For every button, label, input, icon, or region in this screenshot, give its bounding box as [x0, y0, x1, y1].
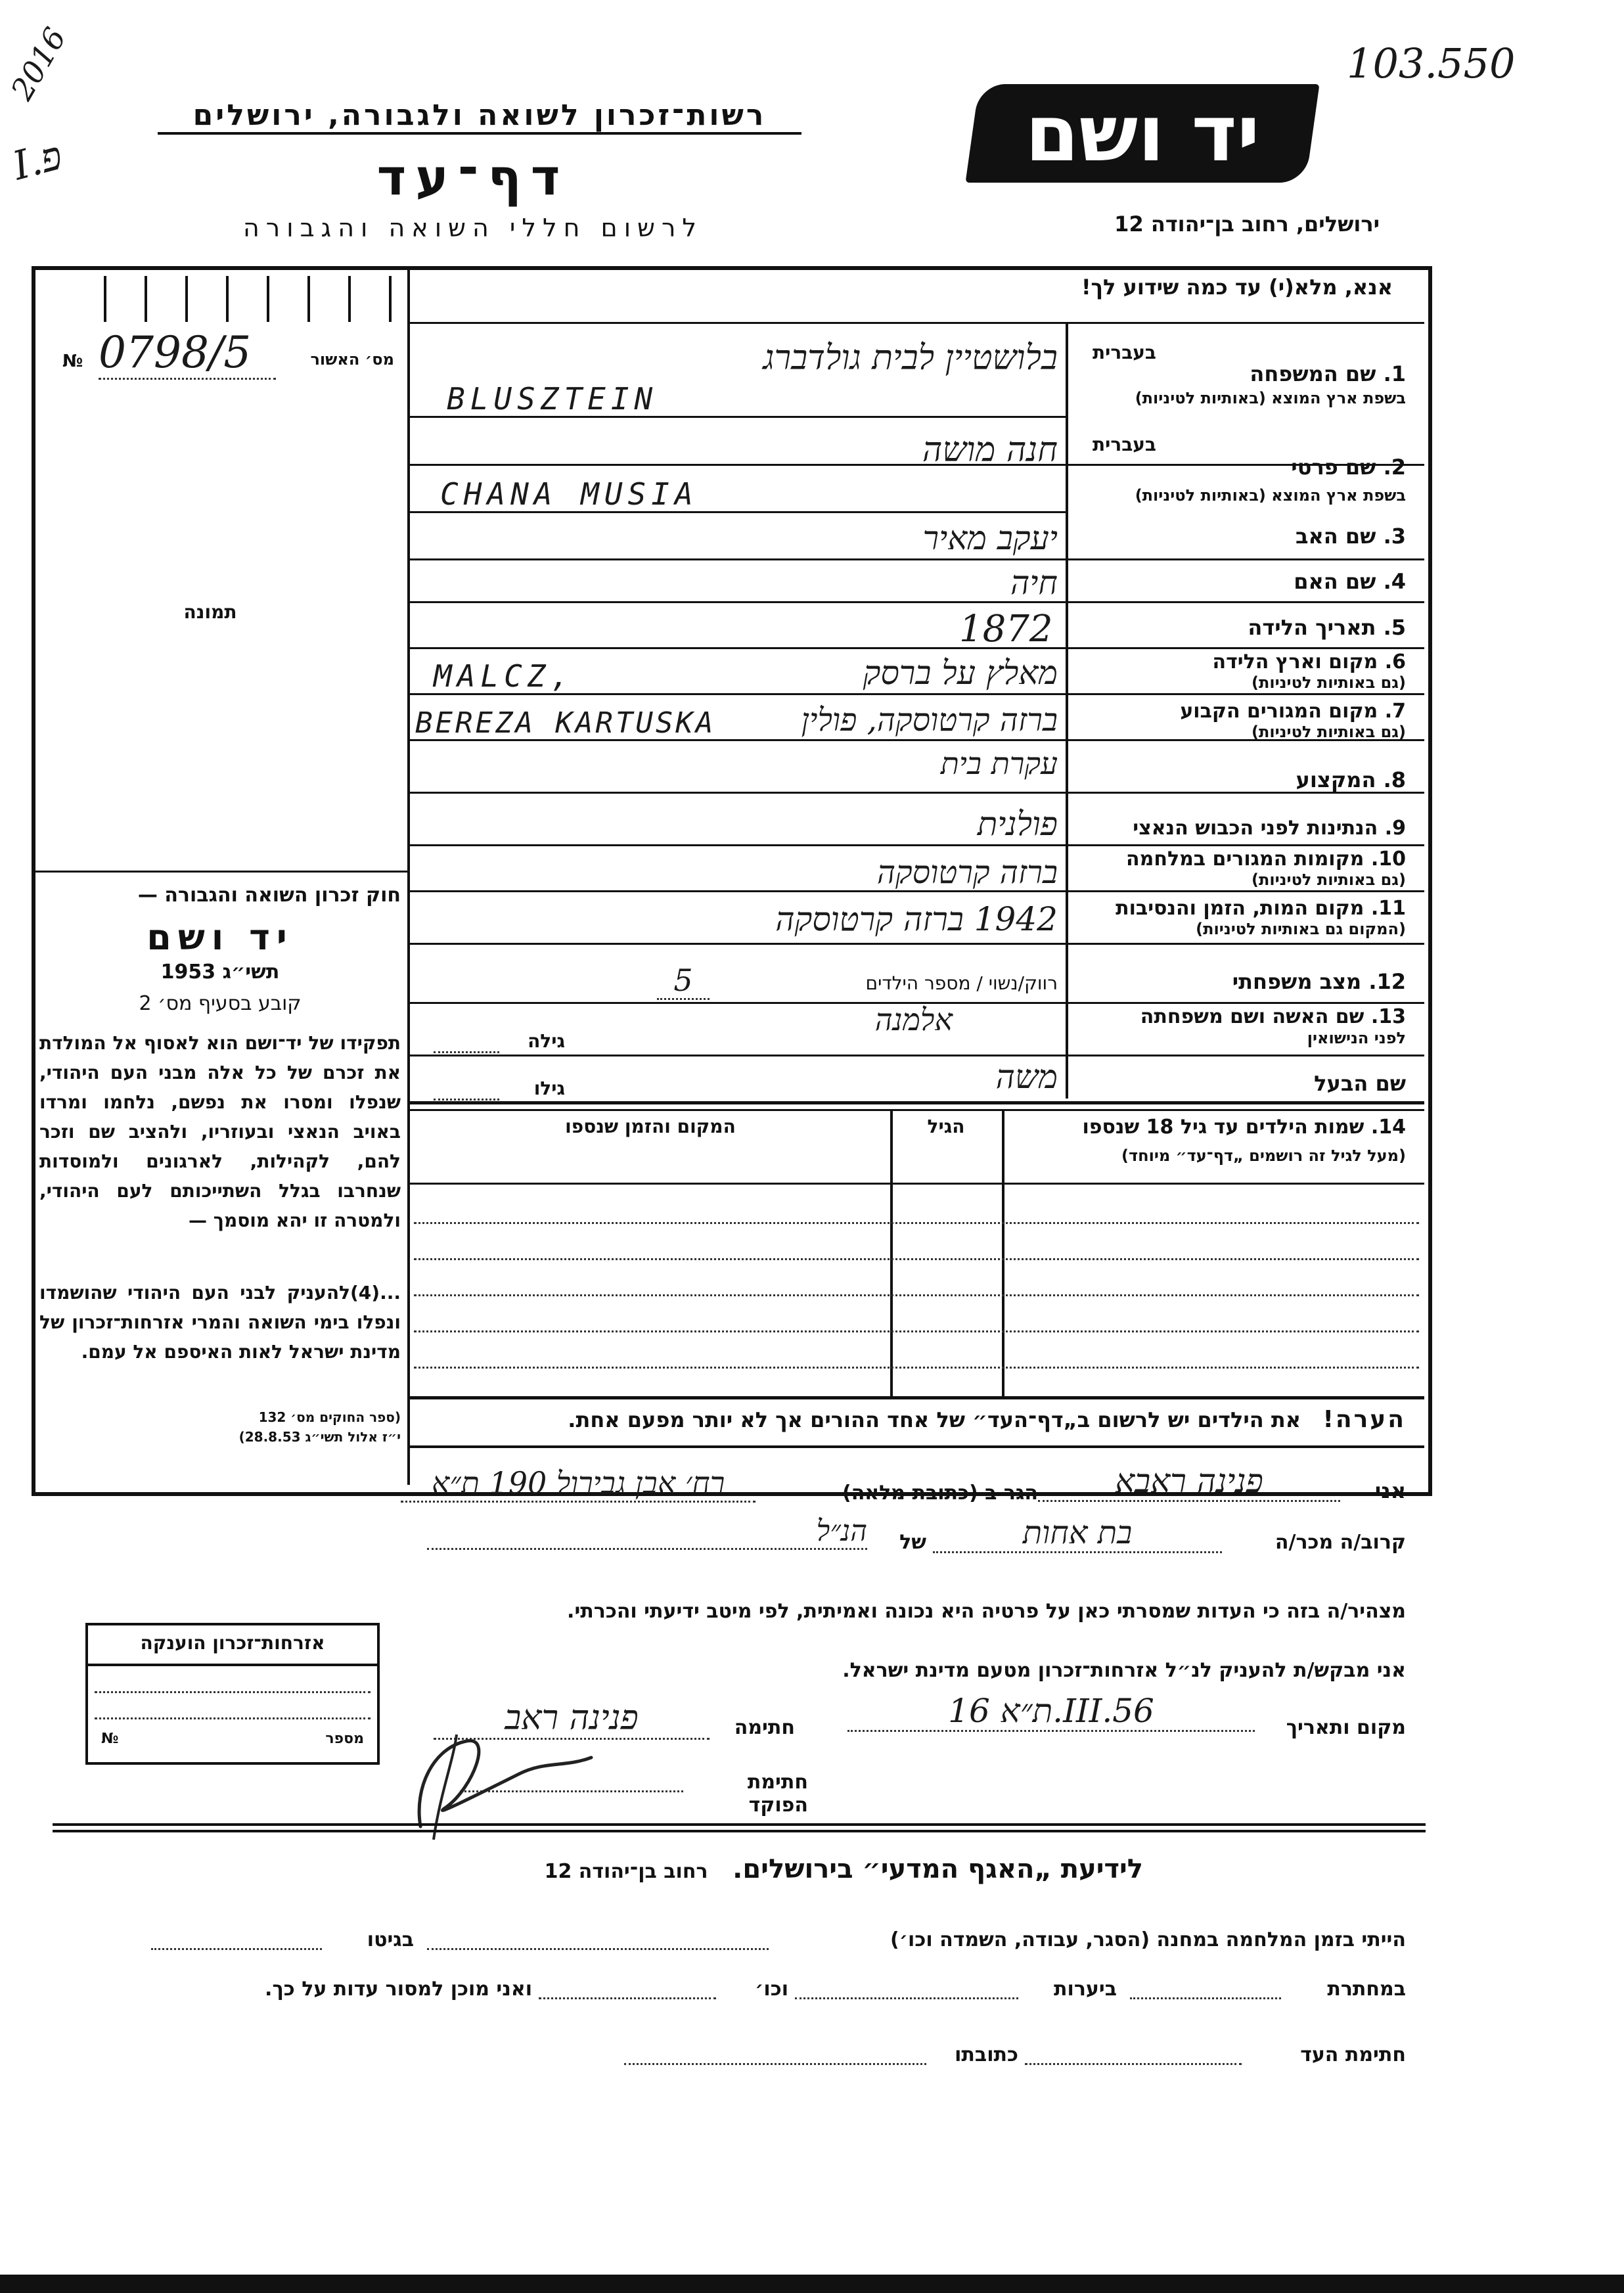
logo-text: יד ושם [1025, 88, 1260, 179]
children-row[interactable] [414, 1367, 1419, 1369]
footer-rule-1 [53, 1823, 1426, 1826]
row-rule [410, 647, 1424, 649]
field-1-latin-tag: בשפת ארץ המוצא (באותיות לטיניות) [1135, 389, 1406, 407]
field-10-label-text: מקומות המגורים במלחמה [1126, 848, 1365, 871]
photo-label: תמונה [183, 601, 237, 623]
field-11-label-text: מקום המות, הזמן והנסיבות [1116, 897, 1365, 920]
field-13-age-label: גילה [528, 1030, 565, 1052]
field-1-num: 1. [1383, 361, 1406, 386]
label-divider [1066, 323, 1068, 1099]
corner-note-code: I.פ [8, 132, 68, 190]
field-8-num: 8. [1383, 767, 1406, 792]
footer-line-2-a: במחתרת [1327, 1978, 1406, 2001]
row-rule [410, 1055, 1424, 1056]
law-text-2: ...(4)להעניק לבני העם היהודי שהושמדו ונפלו בימי השואה והמרי אזרחות־זכרון של מדינת ישראל לאות האיספם אל עמם. [39, 1282, 401, 1363]
husband-value[interactable]: משה [995, 1058, 1058, 1096]
footer-title-text: לידיעת „האגף המדעי״ בירושלים. [733, 1854, 1143, 1884]
intro-text: אנא, מלא(י) עד כמה שידוע לך! [1081, 275, 1393, 300]
law-text: תפקידו של יד־ושם הוא לאסוף אל המולדת את זכרם של כל אלה מבני העם היהודי, שנפלו ומסרו את נפשם, נלחמו ומרדו באויב הנאצי ובעוזריו, ולהציב שם וזכר להם, לקהילות, לארגונים ולמוסדות שנחרבו בגלל השתייכותם לעם היהודי, ולמטרה זו יהא מוסמך — [39, 1032, 401, 1231]
field-10-num: 10. [1370, 848, 1406, 871]
field-11-label [1077, 897, 1406, 920]
field-6-label-text: מקום וארץ הלידה [1212, 650, 1378, 673]
footer-address: רחוב בן־יהודה 12 [544, 1860, 708, 1883]
field-12-num: 12. [1368, 969, 1406, 994]
children-sub: (מעל לגיל זה רושמים „דף־עד״ מיוחד) [1121, 1146, 1406, 1165]
husband-age-label: גילו [533, 1078, 565, 1099]
footer-witness-address-line[interactable] [624, 2063, 926, 2065]
sidebar-divider [407, 269, 410, 1485]
citizenship-box-title: אזרחות־זכרון הוענקה [140, 1632, 325, 1654]
decl-place-date-value[interactable]: ת״א 16.III.56 [847, 1692, 1255, 1732]
decl-resident-label: הגר ב (כתובת מלאה) [842, 1482, 1038, 1505]
decl-of-label: של [899, 1531, 926, 1554]
row-rule [410, 558, 1424, 560]
field-13-value[interactable]: אלמנה [874, 1002, 953, 1037]
footer-ghetto-line[interactable] [151, 1948, 322, 1950]
children-label-text: שמות הילדים עד גיל 18 שנספו [1082, 1116, 1365, 1139]
field-13-sub: לפני הנישואין [1307, 1029, 1406, 1047]
citizenship-box-line [95, 1717, 371, 1719]
field-2-latin-tag: בשפת ארץ המוצא (באותיות לטיניות) [1135, 486, 1406, 505]
field-4-num: 4. [1383, 569, 1406, 594]
children-rule-bottom [410, 1396, 1424, 1399]
field-2-label-text: שם פרטי [1291, 455, 1376, 480]
field-8-value[interactable]: עקרת בית [940, 746, 1058, 781]
children-col-age: הגיל [927, 1116, 965, 1137]
sidebar-ticks [66, 276, 394, 322]
children-row[interactable] [414, 1258, 1419, 1260]
decl-signature-value[interactable]: פנינה ראב [434, 1698, 710, 1740]
field-13-age-line [434, 1051, 499, 1053]
decl-relative-label: קרוב/ה מכר/ה [1274, 1531, 1406, 1554]
field-6-sub: (גם באותיות לטיניות) [1252, 673, 1406, 692]
corner-note-year: 2016 [3, 21, 74, 106]
field-2-num: 2. [1383, 455, 1406, 480]
field-5-label [1077, 615, 1406, 640]
field-3-label [1077, 524, 1406, 549]
reg-value: 0798/5 [99, 327, 276, 380]
footer-witness-sign-line[interactable] [1025, 2063, 1242, 2065]
decl-name-value[interactable]: פנינה ראבא [1038, 1462, 1340, 1502]
field-6-value-hebrew[interactable]: מאלץ על ברסק [863, 654, 1058, 692]
form-title: דף־עד [376, 148, 570, 206]
field-1-value-hebrew[interactable]: בלושטיין לבית גולדברג [763, 338, 1058, 378]
field-10-value[interactable]: ברזה קרטוסקה [876, 854, 1058, 891]
decl-relative-value[interactable]: בת אחות [933, 1514, 1222, 1553]
footer-underground-line[interactable] [1130, 1997, 1281, 1999]
field-12-options: רווק/נשוי / מספר הילדים [865, 972, 1058, 994]
row-rule [410, 1101, 1424, 1104]
field-9-num: 9. [1384, 817, 1406, 840]
footer-line-2-c: וכו׳ [755, 1978, 788, 2001]
footer-forests-line[interactable] [795, 1997, 1018, 1999]
org-name: רשות־זכרון לשואה ולגבורה, ירושלים [158, 99, 801, 135]
field-12-label [1077, 969, 1406, 994]
field-4-value[interactable]: חיה [1010, 564, 1058, 602]
citizenship-box-no: № [101, 1731, 119, 1747]
footer-line-2-b: ביערות [1054, 1978, 1117, 2001]
children-num: 14. [1370, 1116, 1406, 1139]
intro-rule [410, 322, 1424, 324]
footer-line-3-a: חתימת העד [1300, 2043, 1406, 2066]
footer-rule-2 [53, 1830, 1426, 1832]
footer-etc-line[interactable] [539, 1997, 716, 1999]
law-section: קובע בסעיף מס׳ 2 [139, 992, 302, 1015]
field-1-value-latin[interactable]: BLUSZTEIN [447, 381, 658, 417]
field-9-label [1077, 817, 1406, 840]
field-6-value-latin[interactable]: MALCZ, [434, 658, 575, 694]
children-label [1012, 1116, 1406, 1139]
field-12-label-text: מצב משפחתי [1232, 969, 1362, 994]
field-2-hebrew-tag: בעברית [1092, 434, 1156, 455]
field-4-label-text: שם האם [1294, 569, 1376, 594]
archive-number: 103.550 [1347, 39, 1516, 87]
law-year: תשי״ג 1953 [160, 961, 280, 984]
law-name: יד ושם [147, 917, 294, 958]
note-rule [410, 1445, 1424, 1448]
footer-line-3-b: כתובתו [955, 2043, 1018, 2066]
citizenship-box-line [95, 1691, 371, 1693]
field-7-num: 7. [1384, 700, 1406, 723]
field-13-label [1077, 1005, 1406, 1028]
citizenship-box [85, 1623, 380, 1765]
decl-request: אני מבקש/ת להעניק לנ״ל אזרחות־זכרון מטעם מדינת ישראל. [842, 1659, 1406, 1682]
field-3-value[interactable]: יעקב מאיר [922, 519, 1058, 557]
row-rule [410, 844, 1424, 846]
field-10-label [1077, 848, 1406, 871]
children-col-place: המקום והזמן שנספו [565, 1116, 736, 1137]
decl-ani: אני [1374, 1478, 1406, 1503]
field-1-hebrew-tag: בעברית [1092, 342, 1156, 363]
field-7-label [1077, 700, 1406, 723]
field-4-label [1077, 569, 1406, 594]
field-3-label-text: שם האב [1295, 524, 1376, 549]
children-header-rule [410, 1183, 1424, 1185]
field-5-value[interactable]: 1872 [959, 608, 1053, 650]
field-8-label-text: המקצוע [1296, 767, 1376, 792]
children-row[interactable] [414, 1294, 1419, 1296]
law-ref-1: (ספר החוקים מס׳ 132 [258, 1409, 401, 1425]
note-text: את הילדים יש לרשום ב„דף־העד״ של אחד ההורים אך לא יותר מפעם אחת. [568, 1407, 1301, 1432]
field-2-value-latin[interactable]: CHANA MUSIA [440, 476, 698, 512]
footer-camp-line[interactable] [427, 1948, 769, 1950]
footer-title [420, 1854, 1143, 1884]
field-6-num: 6. [1384, 650, 1406, 673]
children-row[interactable] [414, 1222, 1419, 1224]
sidebar-rule-law [34, 871, 407, 873]
field-5-num: 5. [1383, 615, 1406, 640]
husband-age-line [434, 1099, 499, 1101]
field-13-num: 13. [1370, 1005, 1406, 1028]
decl-signature-label: חתימה [734, 1716, 795, 1739]
field-2-label [1117, 455, 1406, 480]
decl-of-value[interactable]: הנ״ל [427, 1514, 867, 1550]
children-rule-top [410, 1109, 1424, 1111]
field-11-num: 11. [1370, 897, 1406, 920]
law-title: חוק זכרון השואה והגבורה — [137, 884, 401, 907]
citizenship-box-number: מספר [325, 1731, 364, 1747]
field-3-num: 3. [1383, 524, 1406, 549]
form-subtitle: לרשום חללי השואה והגבורה [242, 214, 704, 242]
field-13-label-text: שם האשה ושם משפחתה [1140, 1005, 1365, 1028]
decl-statement: מצהיר/ה בזה כי העדות שמסרתי כאן על פרטיה היא נכונה ואמיתית, לפי מיטב ידיעתי והכרתי. [567, 1600, 1406, 1623]
field-6-label [1077, 650, 1406, 673]
reg-prefix: № [62, 352, 83, 371]
field-8-label [1077, 767, 1406, 792]
field-12-children-count[interactable]: 5 [657, 963, 710, 1000]
decl-address-value[interactable]: רח׳ אבן גבירול 190 ת״א [401, 1465, 756, 1503]
field-2-value-hebrew[interactable]: חנה מושה [922, 430, 1058, 470]
field-9-value[interactable]: פולנית [977, 805, 1058, 843]
field-7-value-latin[interactable]: BEREZA KARTUSKA [415, 706, 716, 740]
row-rule [410, 943, 1424, 945]
scan-bottom-edge [0, 2275, 1624, 2293]
footer-line-1-a: הייתי בזמן המלחמה במחנה (הסגר, עבודה, השמדה וכו׳) [890, 1928, 1406, 1951]
field-10-sub: (גם באותיות לטיניות) [1252, 871, 1406, 889]
decl-officer-label: חתימת הפוקד [747, 1771, 808, 1817]
field-11-value[interactable]: 1942 ברזה קרטוסקה [775, 900, 1058, 938]
field-11-sub: (המקום גם באותיות לטיניות) [1196, 920, 1406, 938]
field-7-value-hebrew[interactable]: ברזה קרטוסקה, פולין [801, 702, 1058, 738]
decl-place-date-label: מקום ותאריך [1286, 1716, 1406, 1739]
children-col-2 [890, 1109, 893, 1398]
reg-label: מס׳ האשור [310, 350, 394, 369]
children-row[interactable] [414, 1330, 1419, 1332]
field-7-label-text: מקום המגורים הקבוע [1180, 700, 1378, 723]
header-address: ירושלים, רחוב בן־יהודה 12 [1114, 212, 1380, 237]
law-ref-2: י״ז אלול תשי״ג 28.8.53) [238, 1429, 401, 1445]
note-label: הערה! [1322, 1406, 1406, 1433]
children-col-1 [1002, 1109, 1004, 1398]
note-row [420, 1406, 1406, 1433]
field-1-label-text: שם המשפחה [1250, 361, 1376, 386]
field-7-sub: (גם באותיות לטיניות) [1252, 723, 1406, 741]
husband-label: שם הבעל [1314, 1071, 1406, 1096]
field-1-label [1117, 361, 1406, 386]
field-5-label-text: תאריך הלידה [1248, 615, 1376, 640]
yad-vashem-logo [965, 84, 1319, 183]
footer-line-1-b: בגיטו [367, 1928, 414, 1951]
field-9-label-text: הנתינות לפני הכבוש הנאצי [1133, 817, 1378, 840]
footer-line-2-d: ואני מוכן למסור עדות על כך. [265, 1978, 532, 2001]
